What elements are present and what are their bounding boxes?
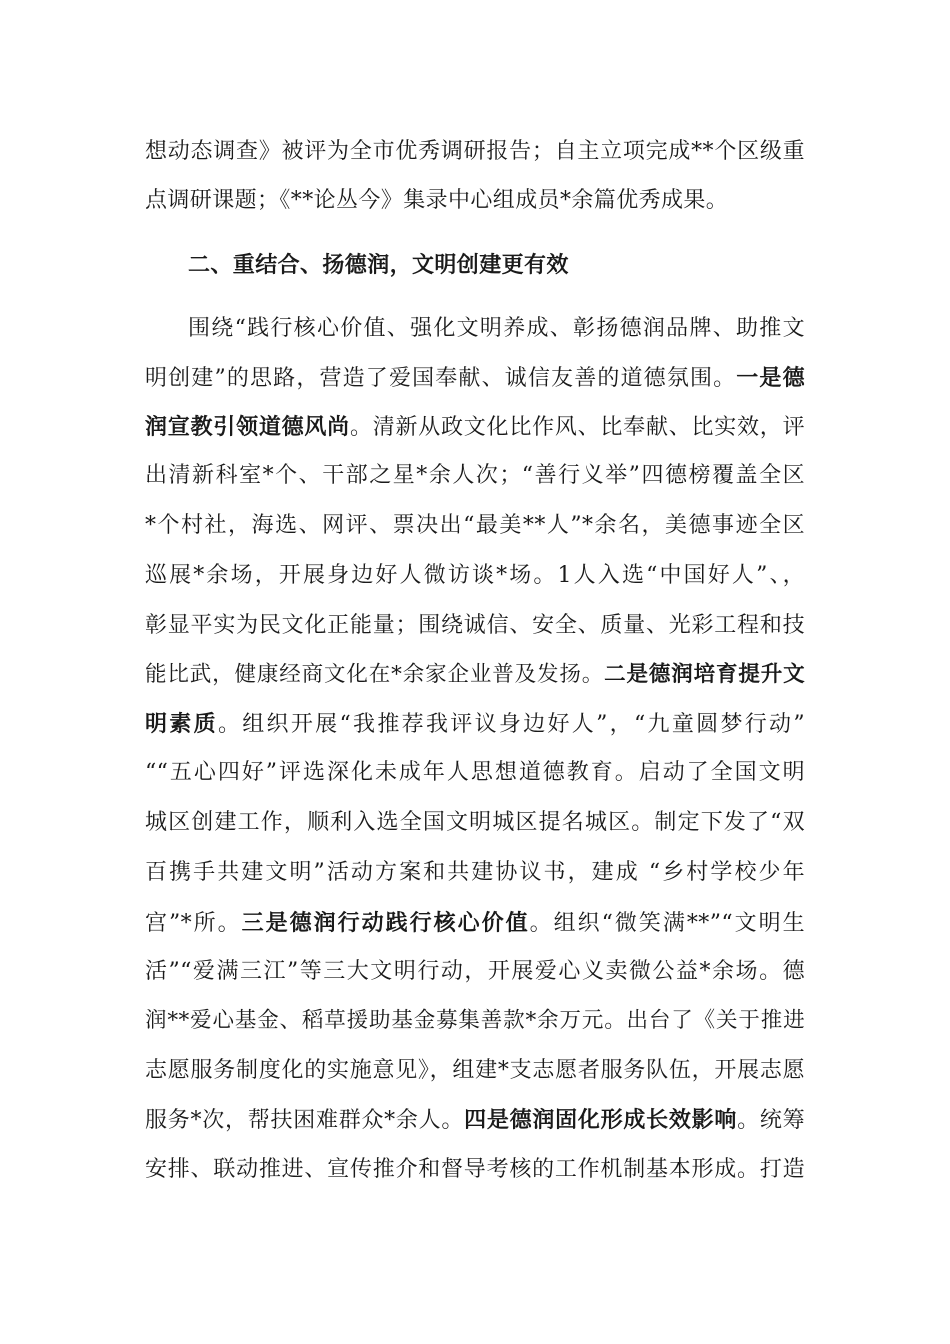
text-segment: 彰显平实为民文化正能量；围绕诚信、安全、质量、光彩工程和技 xyxy=(145,613,805,638)
text-line xyxy=(145,858,805,888)
text-line xyxy=(188,314,805,344)
emphasis-text: 明素质 xyxy=(145,711,218,737)
text-segment: 活”“爱满三江”等三大文明行动，开展爱心义卖微公益*余场。德 xyxy=(145,959,805,984)
text-segment: 想动态调查》被评为全市优秀调研报告；自主立项完成**个区级重 xyxy=(145,139,805,164)
text-segment: 巡展*余场，开展身边好人微访谈*场。1人入选“中国好人”、， xyxy=(145,563,805,588)
text-segment: 润**爱心基金、稻草援助基金募集善款*余万元。出台了《关于推进 xyxy=(145,1008,805,1033)
text-line xyxy=(145,363,805,394)
text-segment: 。组织“微笑满**”“文明生 xyxy=(529,911,805,936)
text-line xyxy=(145,908,805,939)
text-line xyxy=(145,1155,805,1185)
text-segment: 出清新科室*个、干部之星*余人次；“善行义举”四德榜覆盖全区 xyxy=(145,463,805,488)
text-segment: 安排、联动推进、宣传推介和督导考核的工作机制基本形成。打造 xyxy=(145,1157,805,1182)
text-segment: 。统筹 xyxy=(737,1108,805,1133)
text-segment: 点调研课题；《**论丛今》集录中心组成员*余篇优秀成果。 xyxy=(145,188,729,213)
text-segment: 城区创建工作，顺利入选全国文明城区提名城区。制定下发了“双 xyxy=(145,810,805,835)
text-segment: 志愿服务制度化的实施意见》，组建*支志愿者服务队伍，开展志愿 xyxy=(145,1058,805,1083)
text-segment: *个村社，海选、网评、票决出“最美**人”*余名，美德事迹全区 xyxy=(145,513,805,538)
text-line xyxy=(145,561,805,591)
text-line xyxy=(145,709,805,740)
text-line xyxy=(145,511,805,541)
text-line xyxy=(145,957,805,987)
text-line xyxy=(145,461,805,491)
text-segment: 能比武，健康经商文化在*余家企业普及发扬。 xyxy=(145,662,605,687)
emphasis-text: 润宣教引领道德风尚 xyxy=(145,414,350,440)
text-segment: 明创建”的思路，营造了爱国奉献、诚信友善的道德氛围。 xyxy=(145,366,737,391)
text-line xyxy=(145,660,805,690)
text-segment: 围绕“践行核心价值、强化文明养成、彰扬德润品牌、助推文 xyxy=(188,316,805,341)
text-line xyxy=(145,1105,805,1136)
text-line xyxy=(145,1056,805,1086)
emphasis-text: 二是德润培育提升文 xyxy=(604,662,805,687)
text-line xyxy=(145,611,805,641)
text-segment: 服务*次，帮扶困难群众*余人。 xyxy=(145,1108,465,1133)
text-segment: 百携手共建文明”活动方案和共建协议书，建成 “乡村学校少年 xyxy=(145,860,805,885)
text-line xyxy=(145,186,805,216)
text-line xyxy=(145,808,805,838)
text-segment: 。组织开展“我推荐我评议身边好人”，“九童圆梦行动” xyxy=(217,712,806,737)
emphasis-text: 四是德润固化形成长效影响 xyxy=(464,1107,738,1133)
emphasis-text: 一是德 xyxy=(736,365,805,391)
section-heading xyxy=(188,250,805,281)
text-line xyxy=(145,1006,805,1036)
text-line xyxy=(145,412,805,443)
text-segment: ““五心四好”评选深化未成年人思想道德教育。启动了全国文明 xyxy=(145,760,805,785)
text-line xyxy=(145,137,805,167)
text-line xyxy=(145,758,805,788)
text-segment: 。清新从政文化比作风、比奉献、比实效，评 xyxy=(349,415,805,440)
section-heading-text: 二、重结合、扬德润，文明创建更有效 xyxy=(188,252,569,278)
text-segment: 宫”*所。 xyxy=(145,911,242,936)
emphasis-text: 三是德润行动践行核心价值 xyxy=(241,910,530,936)
